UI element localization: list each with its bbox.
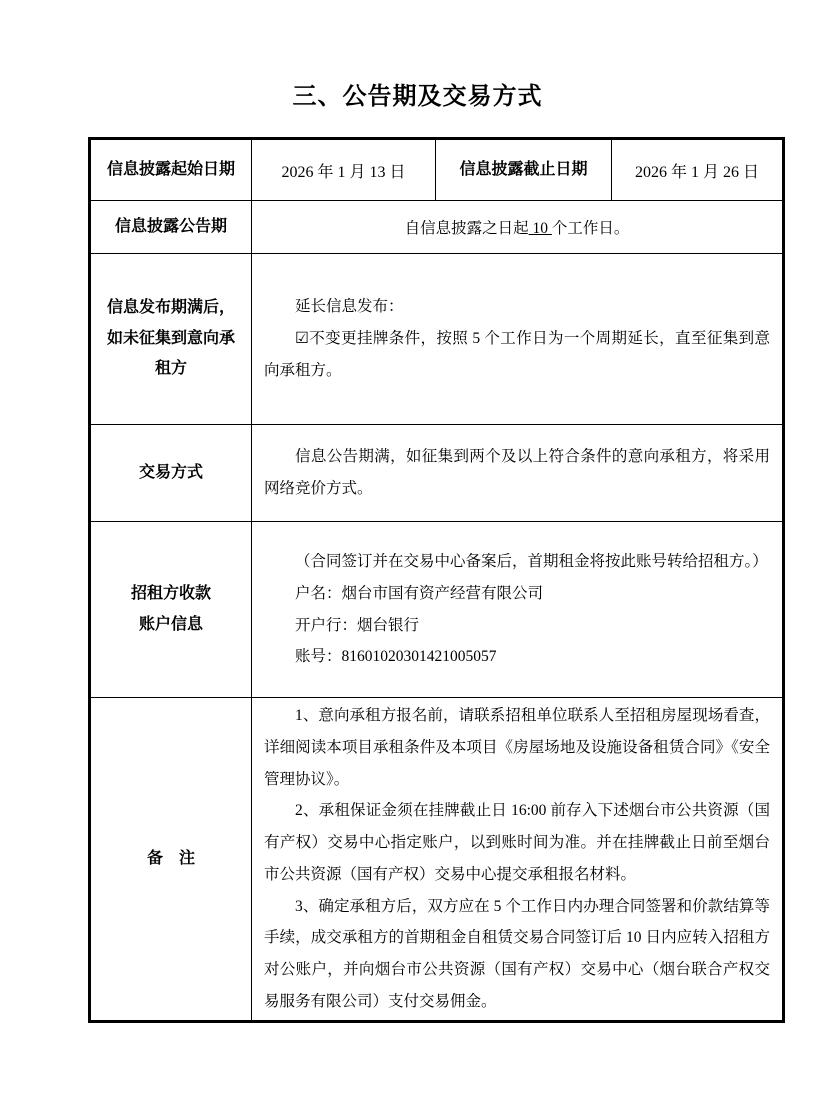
disclosure-end-date: 2026 年 1 月 26 日	[612, 139, 784, 201]
extension-heading: 延长信息发布：	[295, 298, 404, 316]
trading-method-content	[252, 425, 784, 522]
announcement-period-text-before: 自信息披露之日起	[404, 220, 529, 237]
payee-account-bank: 开户行：烟台银行	[295, 616, 420, 634]
remarks-label: 备 注	[90, 698, 252, 1022]
payee-account-label-line1: 招租方收款	[130, 585, 211, 603]
remarks-content	[252, 698, 784, 1022]
checked-checkbox-icon: ☑	[295, 330, 309, 348]
remark-item-2: 2、承租保证金须在挂牌截止日 16:00 前存入下述烟台市公共资源（国有产权）交易中心指定账户，以到账时间为准。并在挂牌截止日前至烟台市公共资源（国有产权）交易中心提交承租报名材料。	[264, 802, 770, 883]
trading-method-text: 信息公告期满，如征集到两个及以上符合条件的意向承租方，将采用网络竞价方式。	[264, 448, 770, 497]
payee-account-label-line2: 账户信息	[138, 615, 203, 633]
announcement-period-text-after: 个工作日。	[551, 220, 630, 237]
payee-account-row	[90, 522, 784, 698]
extension-option-text: 不变更挂牌条件，按照 5 个工作日为一个周期延长，直至征集到意向承租方。	[264, 330, 770, 379]
extension-content	[252, 254, 784, 425]
trading-method-label: 交易方式	[90, 425, 252, 522]
disclosure-start-date: 2026 年 1 月 13 日	[252, 139, 436, 201]
remark-item-1: 1、意向承租方报名前，请联系招租单位联系人至招租房屋现场看查，详细阅读本项目承租条件及本项目《房屋场地及设施设备租赁合同》《安全管理协议》。	[264, 707, 770, 788]
extension-label: 信息发布期满后，如未征集到意向承租方	[90, 254, 252, 425]
announcement-table	[88, 137, 785, 1023]
payee-account-note: （合同签订并在交易中心备案后，首期租金将按此账号转给招租方。）	[295, 552, 768, 570]
announcement-period-value	[252, 201, 784, 254]
working-days-count: 10	[528, 220, 552, 237]
payee-account-label	[90, 522, 252, 698]
disclosure-end-label: 信息披露截止日期	[436, 139, 612, 201]
payee-account-content	[252, 522, 784, 698]
disclosure-start-label: 信息披露起始日期	[90, 139, 252, 201]
extension-option	[264, 323, 770, 387]
payee-account-number: 账号：81601020301421005057	[295, 648, 497, 666]
remark-item-3: 3、确定承租方后，双方应在 5 个工作日内办理合同签署和价款结算等手续，成交承租方的首期租金自租赁交易合同签订后 10 日内应转入招租方对公账户，并向烟台市公共资源（国有产权）交易中心（烟台联合产权交易服务有限公司）支付交易佣金。	[264, 897, 770, 1010]
payee-account-holder: 户名：烟台市国有资产经营有限公司	[295, 584, 544, 602]
announcement-period-row	[90, 201, 784, 254]
trading-method-row	[90, 425, 784, 522]
remarks-row	[90, 698, 784, 1022]
extension-row	[90, 254, 784, 425]
announcement-period-label: 信息披露公告期	[90, 201, 252, 254]
disclosure-dates-row	[90, 139, 784, 201]
page-title: 三、公告期及交易方式	[292, 84, 543, 110]
